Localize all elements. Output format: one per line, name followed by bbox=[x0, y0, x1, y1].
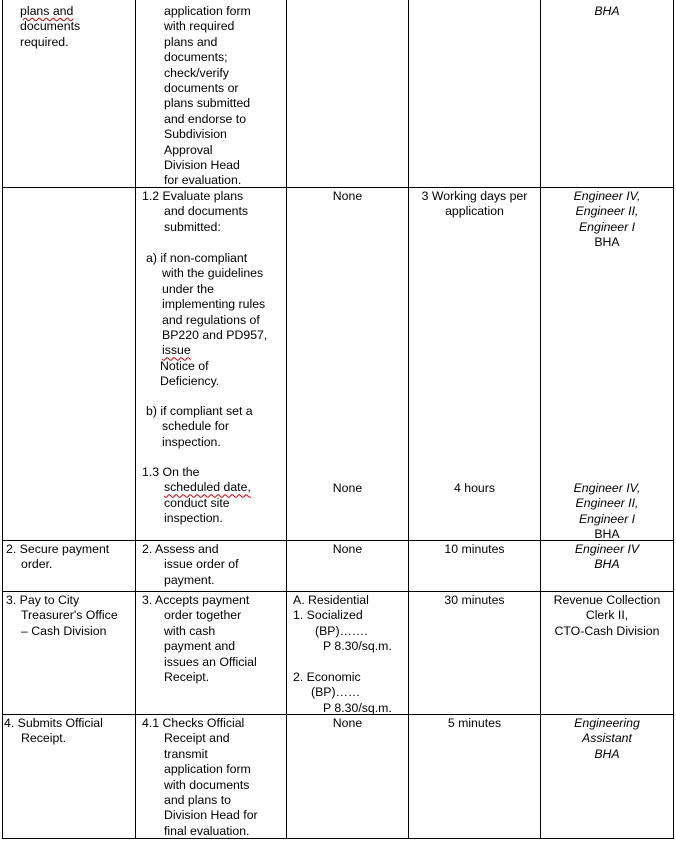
cell-r1-client bbox=[2, 187, 136, 541]
r4-fees-text: None bbox=[332, 716, 363, 730]
r13-time-text: 4 hours bbox=[453, 481, 496, 495]
r0-person-text: BHA bbox=[594, 4, 620, 18]
r1-time-text: 3 Working days per application bbox=[421, 189, 528, 219]
r3-fees-text-b: 2. Economic (BP)…… P 8.30/sq.m. bbox=[293, 670, 392, 715]
r2-time-text: 10 minutes bbox=[444, 542, 505, 556]
r13-person-text: Engineer IV, Engineer II, Engineer I BHA bbox=[573, 481, 641, 542]
r3-time-text: 30 minutes bbox=[444, 593, 505, 607]
r0-agency-text: application form with required plans and documents; check/verify documents or plans submitted and endorse to Subdivision Approval Division Head for evaluation. bbox=[164, 4, 251, 188]
cell-r4-time bbox=[408, 714, 541, 839]
r3-agency-text: 3. Accepts payment order together with cash payment and issues an Official Receipt. bbox=[142, 593, 257, 685]
r1-agency-text-b: a) if non-compliant with the guidelines under the implementing rules and regulations of BP220 and PD957, issue Notice of Deficiency. bbox=[146, 251, 268, 389]
r4-time-text: 5 minutes bbox=[447, 716, 502, 730]
r4-client-text: 4. Submits Official Receipt. bbox=[4, 716, 103, 746]
cell-r3-time bbox=[408, 591, 541, 715]
r2-person-text: Engineer IV BHA bbox=[574, 542, 640, 572]
cell-r4-fees bbox=[286, 714, 409, 839]
r13-fees-text: None bbox=[332, 481, 363, 495]
r1-person-text: Engineer IV, Engineer II, Engineer I BHA bbox=[573, 189, 641, 250]
cell-r0-fees bbox=[286, 0, 409, 188]
r13-agency-text: 1.3 On the scheduled date, conduct site inspection. bbox=[142, 465, 251, 526]
r1-fees-text: None bbox=[332, 189, 363, 203]
r4-agency-text: 4.1 Checks Official Receipt and transmit application form with documents and plans to Division Head for final evaluation. bbox=[142, 716, 258, 838]
r2-agency-text: 2. Assess and issue order of payment. bbox=[142, 542, 239, 587]
r4-person-text: Engineering Assistant BHA bbox=[574, 716, 640, 761]
r3-person-text: Revenue Collection Clerk II, CTO-Cash Division bbox=[553, 593, 661, 638]
r3-client-text: 3. Pay to City Treasurer's Office – Cash Division bbox=[6, 593, 118, 638]
cell-r0-time bbox=[408, 0, 541, 188]
r1-agency-text-c: b) if compliant set a schedule for inspection. bbox=[146, 404, 253, 449]
cell-r0-person bbox=[540, 0, 674, 188]
r2-client-text: 2. Secure payment order. bbox=[6, 542, 110, 572]
r3-fees-text-a: A. Residential 1. Socialized (BP)……. P 8.30/sq.m. bbox=[293, 593, 392, 654]
r2-fees-text: None bbox=[332, 542, 363, 556]
r0-client-text: plans and documents required. bbox=[20, 4, 81, 49]
r1-agency-text-a: 1.2 Evaluate plans and documents submitted: bbox=[142, 189, 249, 234]
